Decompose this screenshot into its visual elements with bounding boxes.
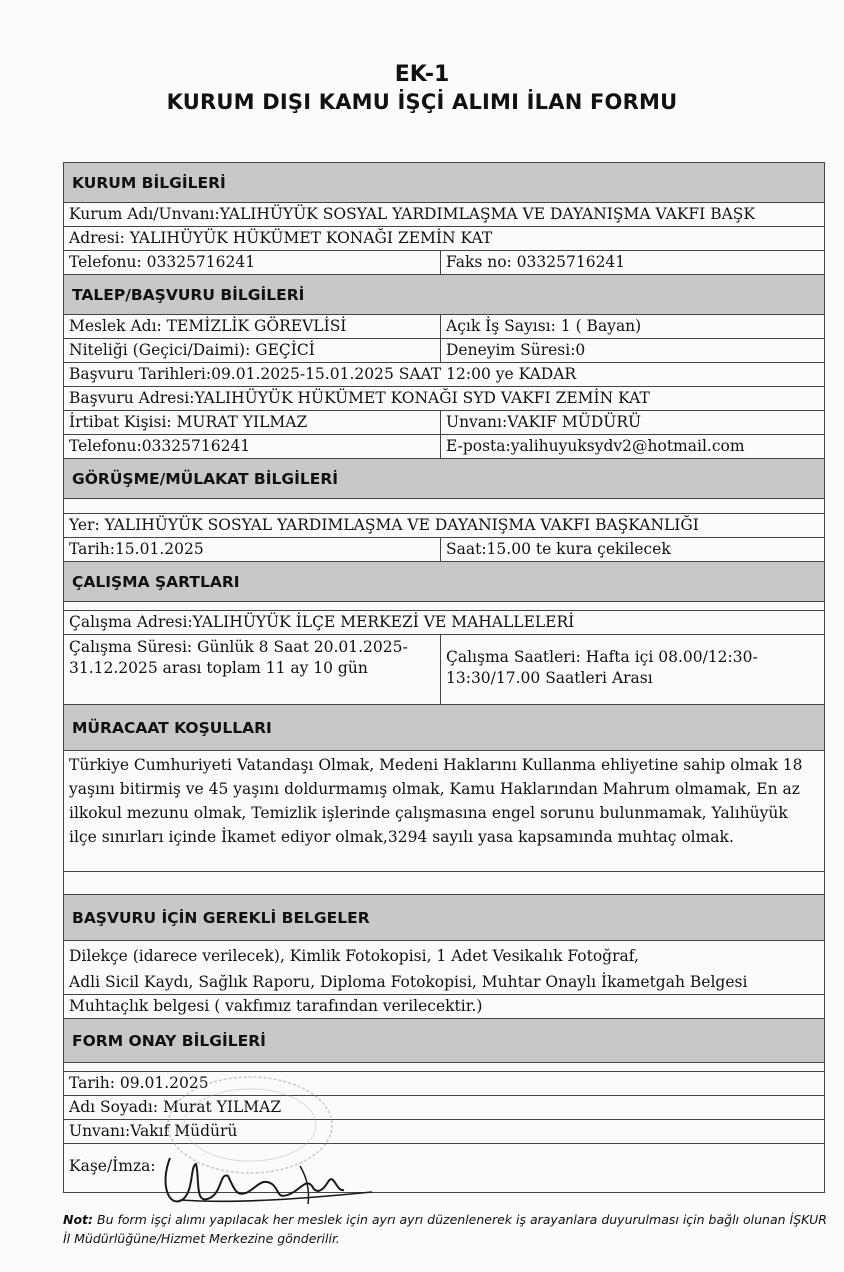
section-onay: FORM ONAY BİLGİLERİ <box>64 1019 824 1063</box>
kurum-adres: Adresi: YALIHÜYÜK HÜKÜMET KONAĞI ZEMİN KAT <box>69 229 493 247</box>
form-row <box>64 339 824 363</box>
acik-is-sayisi: Açık İş Sayısı: 1 ( Bayan) <box>446 317 642 335</box>
basvuru-tarihleri: Başvuru Tarihleri:09.01.2025-15.01.2025 SAAT 12:00 ye KADAR <box>69 365 577 383</box>
section-gorusme: GÖRÜŞME/MÜLAKAT BİLGİLERİ <box>64 459 824 499</box>
talep-telefon: Telefonu:03325716241 <box>64 435 441 458</box>
form-row <box>64 411 824 435</box>
form-row <box>64 968 824 995</box>
section-belgeler: BAŞVURU İÇİN GEREKLİ BELGELER <box>64 895 824 941</box>
calisma-suresi: Çalışma Süresi: Günlük 8 Saat 20.01.2025-31.12.2025 arası toplam 11 ay 10 gün <box>64 635 441 704</box>
calisma-saatleri: Çalışma Saatleri: Hafta içi 08.00/12:30-13:30/17.00 Saatleri Arası <box>446 648 758 687</box>
annex-label: EK-1 <box>394 62 450 87</box>
form-row <box>64 538 824 562</box>
form-row <box>64 514 824 538</box>
signature-image <box>150 1148 380 1218</box>
form-row <box>64 941 824 968</box>
kurum-faks: Faks no: 03325716241 <box>446 253 626 271</box>
kurum-adi: Kurum Adı/Unvanı:YALIHÜYÜK SOSYAL YARDIMLAŞMA VE DAYANIŞMA VAKFI BAŞK <box>69 205 756 223</box>
niteligi: Niteliği (Geçici/Daimi): GEÇİCİ <box>64 339 441 362</box>
belgeler-line-1: Dilekçe (idarece verilecek), Kimlik Fotokopisi, 1 Adet Vesikalık Fotoğraf, <box>69 947 639 965</box>
form-row <box>64 203 824 227</box>
form-row <box>64 435 824 459</box>
onay-tarih: Tarih: 09.01.2025 <box>69 1074 209 1092</box>
section-calisma: ÇALIŞMA ŞARTLARI <box>64 562 824 602</box>
section-talep: TALEP/BAŞVURU BİLGİLERİ <box>64 275 824 315</box>
gorusme-tarih: Tarih:15.01.2025 <box>64 538 441 561</box>
form-row <box>64 387 824 411</box>
onay-adi-soyadi: Adı Soyadı: Murat YILMAZ <box>69 1098 282 1116</box>
blank-row <box>64 602 824 611</box>
belgeler-line-2: Adli Sicil Kaydı, Sağlık Raporu, Diploma Fotokopisi, Muhtar Onaylı İkametgah Belgesi <box>69 973 748 991</box>
irtibat-kisisi: İrtibat Kişisi: MURAT YILMAZ <box>64 411 441 434</box>
blank-row <box>64 872 824 895</box>
belgeler-line-3: Muhtaçlık belgesi ( vakfımız tarafından verilecektir.) <box>69 997 483 1015</box>
gorusme-yer: Yer: YALIHÜYÜK SOSYAL YARDIMLAŞMA VE DAYANIŞMA VAKFI BAŞKANLIĞI <box>69 516 699 534</box>
form-title: KURUM DIŞI KAMU İŞÇİ ALIMI İLAN FORMU <box>166 90 678 114</box>
calisma-adresi: Çalışma Adresi:YALIHÜYÜK İLÇE MERKEZİ VE MAHALLELERİ <box>69 613 575 631</box>
footer-note <box>63 1210 833 1248</box>
section-muracaat: MÜRACAAT KOŞULLARI <box>64 705 824 751</box>
note-text: Bu form işçi alımı yapılacak her meslek için ayrı ayrı düzenlenerek iş arayanlara duyurulması için bağlı olunan İŞKUR İl Müdürlüğüne/Hizmet Merkezine gönderilir. <box>63 1212 827 1246</box>
talep-eposta: E-posta:yalihuyuksydv2@hotmail.com <box>446 437 745 455</box>
kurum-telefon: Telefonu: 03325716241 <box>64 251 441 274</box>
form-row <box>64 611 824 635</box>
announcement-form <box>63 162 825 1193</box>
section-kurum: KURUM BİLGİLERİ <box>64 163 824 203</box>
note-label: Not: <box>63 1212 94 1227</box>
form-row <box>64 995 824 1019</box>
form-row <box>64 363 824 387</box>
form-row <box>64 635 824 705</box>
form-row <box>64 227 824 251</box>
meslek-adi: Meslek Adı: TEMİZLİK GÖREVLİSİ <box>64 315 441 338</box>
form-row <box>64 251 824 275</box>
form-row <box>64 315 824 339</box>
kase-imza-label: Kaşe/İmza: <box>69 1157 156 1175</box>
muracaat-kosullari: Türkiye Cumhuriyeti Vatandaşı Olmak, Medeni Haklarını Kullanma ehliyetine sahip olmak 18 yaşını bitirmiş ve 45 yaşını doldurmamış olmak, Kamu Haklarından Mahrum olmamak, En az ilkokul mezunu olmak, Temizlik işlerinde çalışmasına engel sorunu bulunmamak, Yalıhüyük ilçe sınırları içinde İkamet ediyor olmak,3294 sayılı yasa kapsamında muhtaç olmak. <box>64 751 824 872</box>
basvuru-adresi: Başvuru Adresi:YALIHÜYÜK HÜKÜMET KONAĞI SYD VAKFI ZEMİN KAT <box>69 389 650 407</box>
gorusme-saat: Saat:15.00 te kura çekilecek <box>446 540 671 558</box>
deneyim-suresi: Deneyim Süresi:0 <box>446 341 586 359</box>
blank-row <box>64 499 824 514</box>
irtibat-unvani: Unvanı:VAKIF MÜDÜRÜ <box>446 413 642 431</box>
onay-unvan: Unvanı:Vakıf Müdürü <box>69 1122 238 1140</box>
